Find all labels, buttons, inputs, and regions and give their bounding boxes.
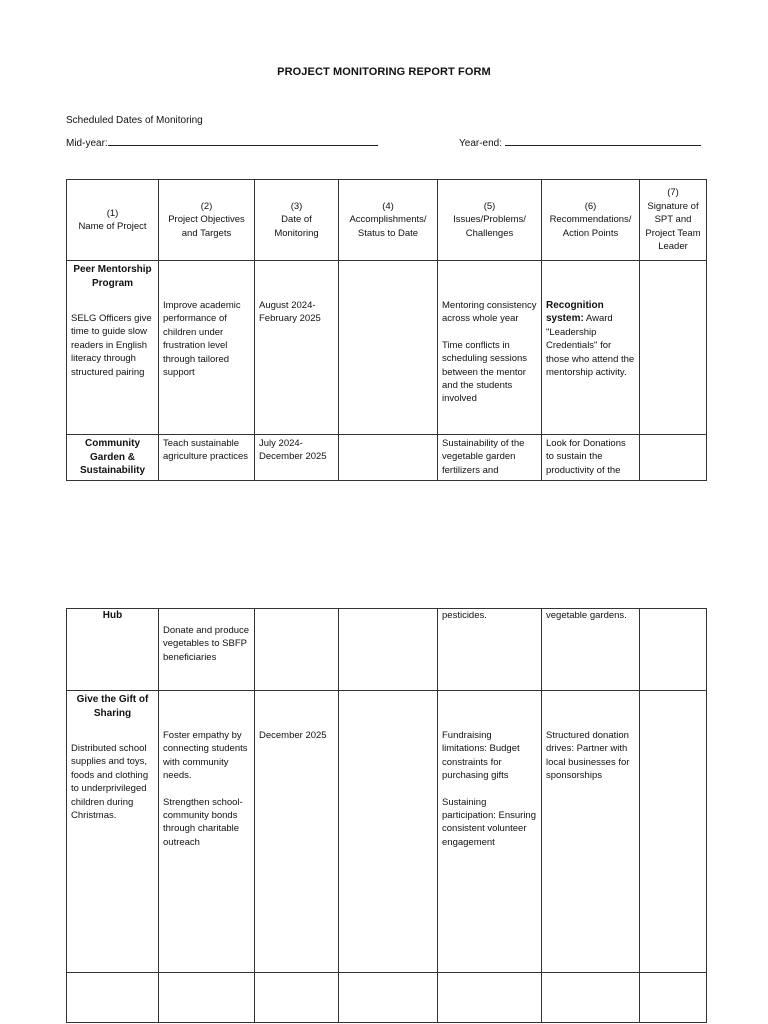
project-cell bbox=[67, 261, 159, 435]
empty-cell bbox=[438, 973, 542, 1023]
issues-cell bbox=[438, 609, 542, 691]
accomplishments-cell bbox=[339, 691, 438, 973]
header-label: Recommendations/ Action Points bbox=[549, 214, 632, 239]
objectives-cell bbox=[159, 435, 255, 481]
objectives-text: Teach sustainable agriculture practices bbox=[163, 438, 249, 463]
empty-cell bbox=[542, 973, 640, 1023]
scheduled-dates-label: Scheduled Dates of Monitoring bbox=[66, 115, 203, 126]
objectives-text: Improve academic performance of children under frustration level through tailored support bbox=[163, 300, 241, 379]
header-recommendations bbox=[542, 180, 640, 261]
issue-text: Sustainability of the vegetable garden fertilizers and bbox=[442, 438, 525, 476]
project-name: Peer Mentorship Program bbox=[73, 264, 152, 289]
objectives-text: Foster empathy by connecting students with community needs. bbox=[163, 730, 248, 782]
header-label: Date of Monitoring bbox=[274, 214, 319, 239]
date-text: July 2024- December 2025 bbox=[259, 438, 327, 463]
date-cell bbox=[255, 609, 339, 691]
header-number: (5) bbox=[483, 200, 496, 212]
issue-text: pesticides. bbox=[442, 610, 487, 621]
monitoring-table-page-2 bbox=[66, 608, 707, 1023]
empty-cell bbox=[640, 973, 707, 1023]
header-label: Issues/Problems/ Challenges bbox=[453, 214, 526, 239]
issues-cell bbox=[438, 435, 542, 481]
table-row-give-the-gift bbox=[67, 691, 707, 973]
date-cell bbox=[255, 435, 339, 481]
date-text: December 2025 bbox=[259, 730, 327, 741]
accomplishments-cell bbox=[339, 435, 438, 481]
recommendation-heading: Recognition system: bbox=[546, 300, 604, 325]
recommendations-cell bbox=[542, 691, 640, 973]
table-row-community-garden bbox=[67, 435, 707, 481]
signature-cell bbox=[640, 609, 707, 691]
recommendation-text: Look for Donations to sustain the productivity of the bbox=[546, 438, 626, 476]
date-cell bbox=[255, 261, 339, 435]
recommendation-text: vegetable gardens. bbox=[546, 610, 627, 621]
issue-text: Mentoring consistency across whole year bbox=[442, 300, 537, 325]
year-end-field bbox=[459, 136, 701, 149]
project-description: Distributed school supplies and toys, foods and clothing to underprivileged children during Christmas. bbox=[71, 743, 149, 822]
date-text: August 2024- February 2025 bbox=[259, 300, 321, 325]
header-label: Signature of SPT and Project Team Leader bbox=[645, 200, 701, 253]
signature-cell bbox=[640, 261, 707, 435]
objectives-text: Donate and produce vegetables to SBFP beneficiaries bbox=[163, 625, 250, 663]
mid-year-blank-line bbox=[108, 136, 378, 146]
recommendations-cell bbox=[542, 261, 640, 435]
header-label: Project Objectives and Targets bbox=[168, 214, 245, 239]
header-row bbox=[67, 180, 707, 261]
accomplishments-cell bbox=[339, 609, 438, 691]
header-label: Name of Project bbox=[78, 221, 147, 232]
header-number: (7) bbox=[667, 187, 679, 199]
project-name: Give the Gift of Sharing bbox=[76, 694, 149, 719]
header-number: (2) bbox=[200, 200, 213, 212]
project-cell bbox=[67, 435, 159, 481]
header-accomplishments bbox=[339, 180, 438, 261]
mid-year-field bbox=[66, 136, 378, 149]
empty-cell bbox=[67, 973, 159, 1023]
signature-cell bbox=[640, 691, 707, 973]
header-date bbox=[255, 180, 339, 261]
date-cell bbox=[255, 691, 339, 973]
project-name-continued: Hub bbox=[102, 610, 123, 621]
table-row-community-garden-continued bbox=[67, 609, 707, 691]
header-issues bbox=[438, 180, 542, 261]
header-objectives bbox=[159, 180, 255, 261]
signature-cell bbox=[640, 435, 707, 481]
objectives-cell bbox=[159, 261, 255, 435]
project-name: Community Garden & Sustainability bbox=[79, 438, 145, 476]
header-label: Accomplishments/ Status to Date bbox=[349, 214, 427, 239]
header-number: (1) bbox=[106, 207, 119, 219]
project-description: SELG Officers give time to guide slow readers in English literacy through structured pairing bbox=[71, 313, 152, 378]
year-end-blank-line bbox=[505, 136, 701, 146]
table-row-empty bbox=[67, 973, 707, 1023]
recommendation-text: Structured donation drives: Partner with local businesses for sponsorships bbox=[546, 730, 630, 782]
project-cell bbox=[67, 691, 159, 973]
header-name-of-project bbox=[67, 180, 159, 261]
project-cell bbox=[67, 609, 159, 691]
monitoring-table-page-1 bbox=[66, 179, 707, 481]
issue-text: Sustaining participation: Ensuring consistent volunteer engagement bbox=[442, 796, 536, 848]
objectives-text: Strengthen school-community bonds through charitable outreach bbox=[163, 796, 243, 848]
table-row-peer-mentorship bbox=[67, 261, 707, 435]
recommendation-text: Award "Leadership Credentials" for those who attend the mentorship activity. bbox=[546, 313, 635, 379]
empty-cell bbox=[159, 973, 255, 1023]
recommendations-cell bbox=[542, 609, 640, 691]
header-number: (6) bbox=[584, 200, 597, 212]
objectives-cell bbox=[159, 691, 255, 973]
issues-cell bbox=[438, 691, 542, 973]
issue-text: Time conflicts in scheduling sessions between the mentor and the students involved bbox=[442, 339, 528, 405]
empty-cell bbox=[255, 973, 339, 1023]
header-number: (4) bbox=[382, 200, 394, 212]
document-title: PROJECT MONITORING REPORT FORM bbox=[277, 66, 491, 78]
empty-cell bbox=[339, 973, 438, 1023]
issues-cell bbox=[438, 261, 542, 435]
objectives-cell bbox=[159, 609, 255, 691]
header-signature bbox=[640, 180, 707, 261]
header-number: (3) bbox=[290, 200, 303, 212]
issue-text: Fundraising limitations: Budget constraints for purchasing gifts bbox=[442, 730, 520, 782]
accomplishments-cell bbox=[339, 261, 438, 435]
recommendations-cell bbox=[542, 435, 640, 481]
year-end-label: Year-end: bbox=[459, 138, 502, 149]
mid-year-label: Mid-year: bbox=[66, 138, 108, 149]
